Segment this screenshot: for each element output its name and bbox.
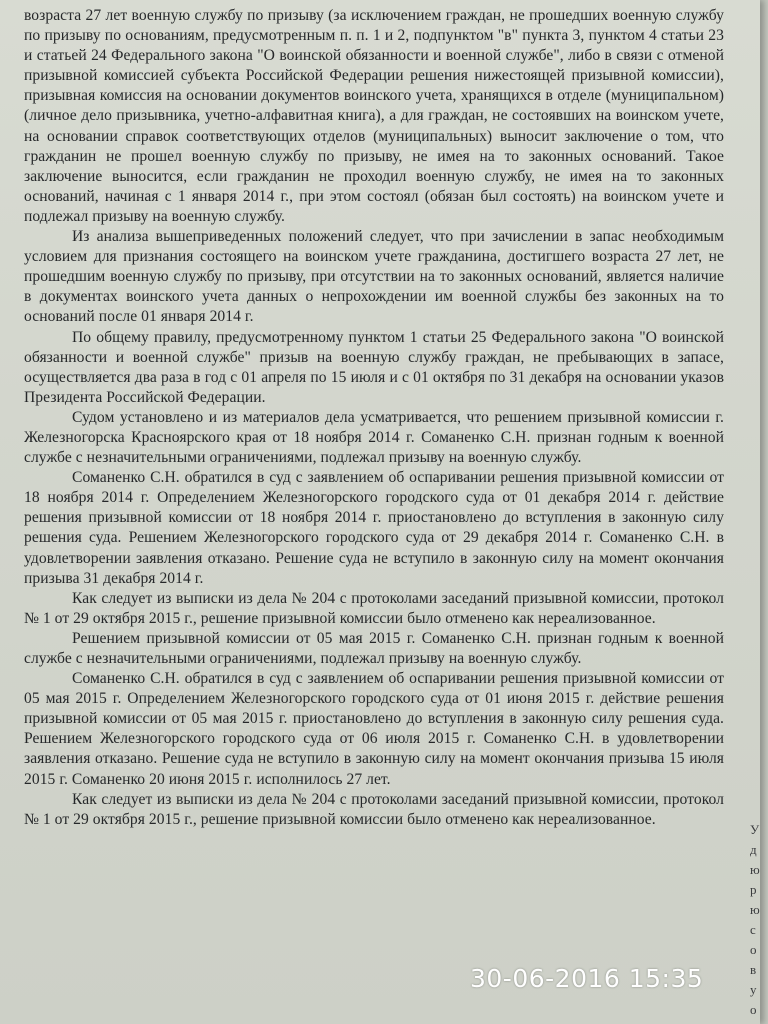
edge-fragment: ю [750,862,760,877]
edge-fragment: У [750,822,760,837]
paragraph: возраста 27 лет военную службу по призыву (за исключением граждан, не прошедших военную службу по призыву по основаниям, предусмотренным п. п. 1 и 2, подпунктом "в" пункта 3, пунктом 4 статьи 23 и статьей 24 Федерального закона "О воинской обязанности и военной службе", либо в связи с отменой призывной комиссией субъекта Российской Федерации решения нижестоящей призывной комиссии), призывная комиссия на основании документов воинского учета, хранящихся в отделе (муниципальном) (личное дело призывника, учетно-алфавитная книга), а для граждан, не состоявших на воинском учете, на основании справок соответствующих отделов (муниципальных) выносит заключение о том, что гражданин не прошел военную службу по призыву, не имея на то законных оснований. Такое заключение выносится, если гражданин не проходил военную службу, не имея на то законных оснований, начиная с 1 января 2014 г., при этом состоял (обязан был состоять) на воинском учете и подлежал призыву на военную службу. [24,7,724,225]
edge-fragment: д [750,842,757,857]
paragraph: Решением призывной комиссии от 05 мая 2015 г. Соманенко С.Н. признан годным к военной службе с незначительными ограничениями, подлежал призыву на военную службу. [24,629,724,667]
edge-fragment: с [750,922,756,937]
paragraph: Судом установлено и из материалов дела усматривается, что решением призывной комиссии г. Железногорска Красноярского края от 18 ноября 2014 г. Соманенко С.Н. признан годным к военной службе с незначительными ограничениями, подлежал призыву на военную службу. [24,408,724,467]
edge-fragment: о [750,942,757,957]
paragraph: По общему правилу, предусмотренному пунктом 1 статьи 25 Федерального закона "О воинской обязанности и военной службе" призыв на военную службу граждан, не пребывающих в запасе, осуществляется два раза в год с 01 апреля по 15 июля и с 01 октября по 31 декабря на основании указов Президента Российской Федерации. [24,328,724,406]
paragraph: Соманенко С.Н. обратился в суд с заявлением об оспаривании решения призывной комиссии от 18 ноября 2014 г. Определением Железногорского городского суда от 01 декабря 2014 г. действие решения призывной комиссии от 18 ноября 2014 г. приостановлено до вступления в законную силу решения суда. Решением Железногорского городского суда от 29 декабря 2014 г. Соманенко С.Н. в удовлетворении заявления отказано. Решение суда не вступило в законную силу на момент окончания призыва 31 декабря 2014 г. [24,469,724,587]
paragraph: Как следует из выписки из дела № 204 с протоколами заседаний призывной комиссии, протокол № 1 от 29 октября 2015 г., решение призывной комиссии было отменено как нереализованное. [24,589,724,627]
paragraph: Соманенко С.Н. обратился в суд с заявлением об оспаривании решения призывной комиссии от 05 мая 2015 г. Определением Железногорского городского суда от 01 июня 2015 г. действие решения призывной комиссии от 05 мая 2015 г. приостановлено до вступления в законную силу решения суда. Решением Железногорского городского суда от 06 июля 2015 г. Соманенко С.Н. в удовлетворении заявления отказано. Решение суда не вступило в законную силу на момент окончания призыва 15 июля 2015 г. Соманенко 20 июня 2015 г. исполнилось 27 лет. [24,670,724,788]
paragraph: Из анализа вышеприведенных положений следует, что при зачислении в запас необходимым условием для признания состоящего на воинском учете гражданина, достигшего возраста 27 лет, не прошедшим военную службу по призыву, при отсутствии на то законных оснований, является наличие в документах воинского учета данных о непрохождении им военной службы без законных на то оснований после 01 января 2014 г. [24,228,724,326]
edge-fragment: ю [750,902,760,917]
camera-timestamp: 30-06-2016 15:35 [470,964,704,993]
edge-fragment: о [750,1002,757,1017]
edge-fragment: у [750,982,757,997]
edge-fragment: в [750,962,757,977]
paragraph: Как следует из выписки из дела № 204 с протоколами заседаний призывной комиссии, протокол № 1 от 29 октября 2015 г., решение призывной комиссии было отменено как нереализованное. [24,790,724,828]
document-body [24,6,724,830]
edge-fragment: р [750,882,757,897]
